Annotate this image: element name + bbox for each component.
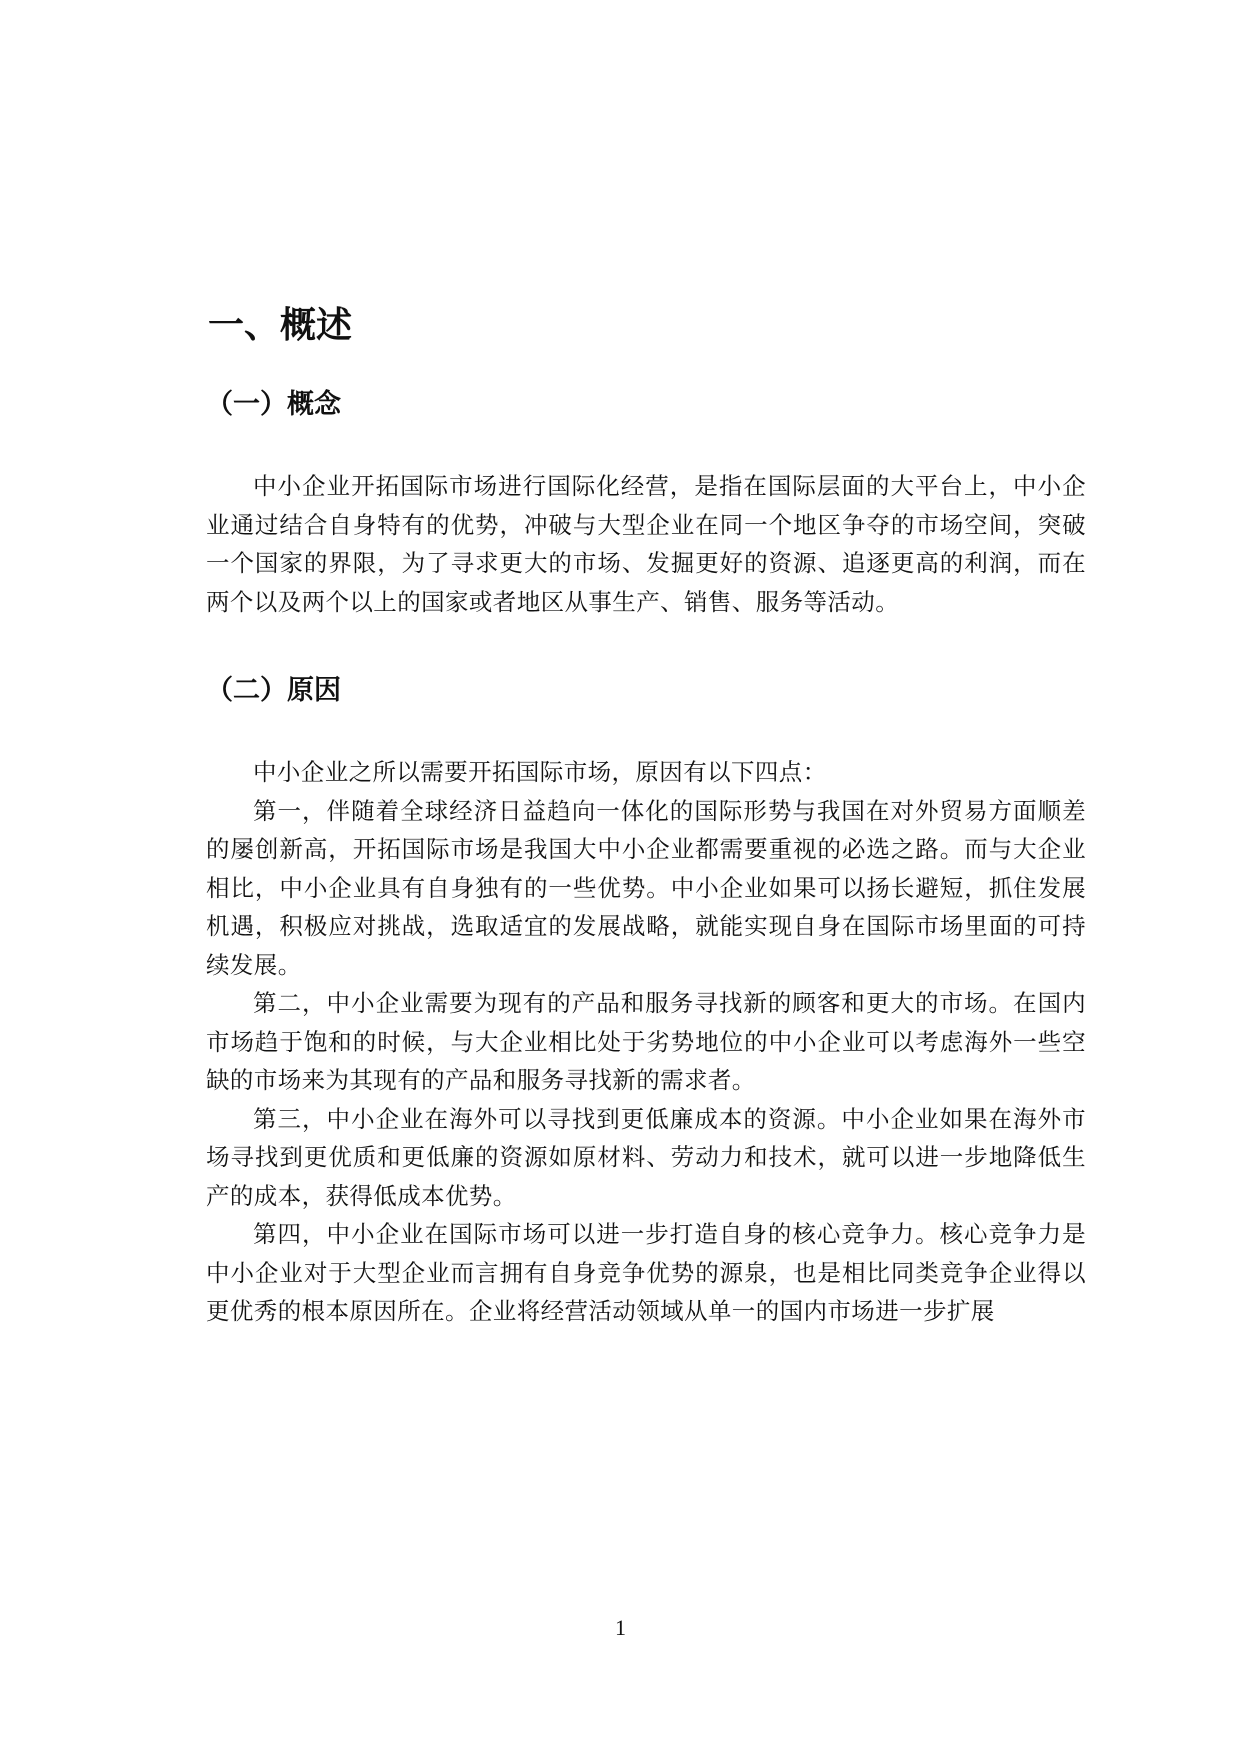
section-heading-reasons: （二）原因: [206, 675, 341, 706]
chapter-heading: 一、概述: [208, 305, 353, 346]
paragraph: 第四，中小企业在国际市场可以进一步打造自身的核心竞争力。核心竞争力是中小企业对于大型企业而言拥有自身竞争优势的源泉，也是相比同类竞争企业得以更优秀的根本原因所在。企业将经营活动领域从单一的国内市场进一步扩展: [206, 1220, 1086, 1325]
paragraph: 中小企业开拓国际市场进行国际化经营，是指在国际层面的大平台上，中小企业通过结合自身特有的优势，冲破与大型企业在同一个地区争夺的市场空间，突破一个国家的界限，为了寻求更大的市场、发掘更好的资源、追逐更高的利润，而在两个以及两个以上的国家或者地区从事生产、销售、服务等活动。: [206, 472, 1086, 616]
section-heading-concept: （一）概念: [206, 389, 341, 420]
section-body-concept: [206, 467, 1086, 621]
section-body-reasons: [206, 753, 1086, 1331]
paragraph: 第一，伴随着全球经济日益趋向一体化的国际形势与我国在对外贸易方面顺差的屡创新高，开拓国际市场是我国大中小企业都需要重视的必选之路。而与大企业相比，中小企业具有自身独有的一些优势。中小企业如果可以扬长避短，抓住发展机遇，积极应对挑战，选取适宜的发展战略，就能实现自身在国际市场里面的可持续发展。: [206, 796, 1086, 979]
page-number: 1: [615, 1615, 626, 1640]
paragraph: 中小企业之所以需要开拓国际市场，原因有以下四点：: [253, 758, 827, 786]
paragraph: 第二，中小企业需要为现有的产品和服务寻找新的顾客和更大的市场。在国内市场趋于饱和的时候，与大企业相比处于劣势地位的中小企业可以考虑海外一些空缺的市场来为其现有的产品和服务寻找新的需求者。: [206, 989, 1086, 1094]
paragraph: 第三，中小企业在海外可以寻找到更低廉成本的资源。中小企业如果在海外市场寻找到更优质和更低廉的资源如原材料、劳动力和技术，就可以进一步地降低生产的成本，获得低成本优势。: [206, 1104, 1086, 1210]
